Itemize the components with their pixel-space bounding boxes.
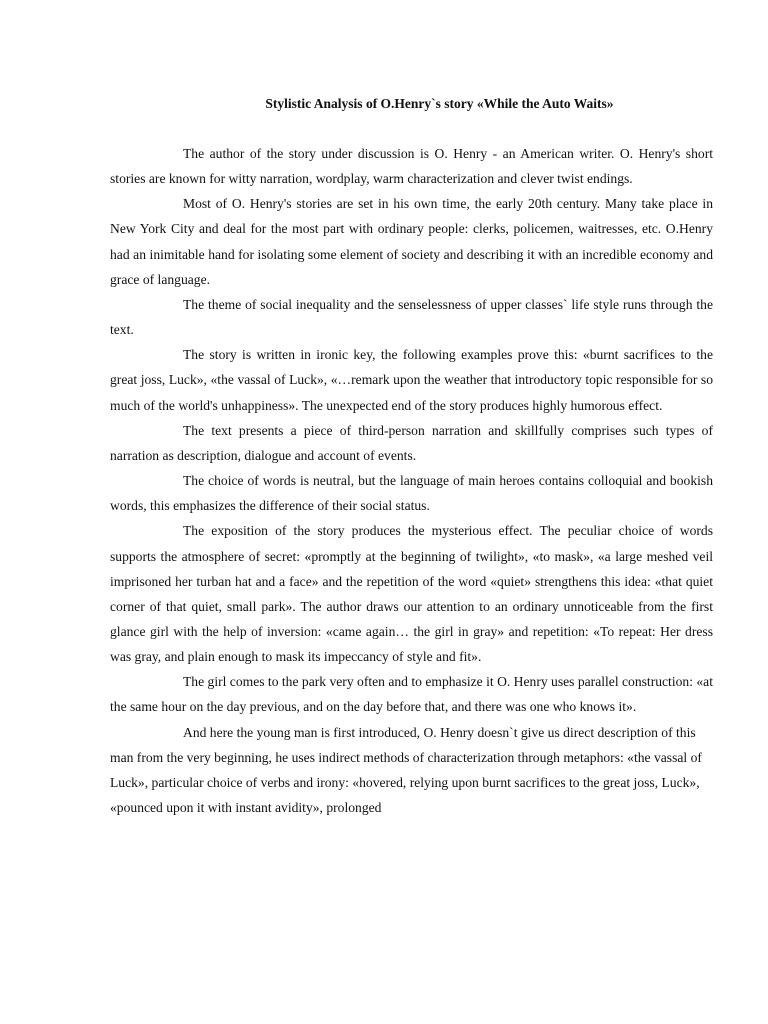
- paragraph: The exposition of the story produces the mysterious effect. The peculiar choice of words supports the atmosphere of secret: «promptly at the beginning of twilight», «to mask», «a large meshed veil imprisoned her turban hat and a face» and the repetition of the word «quiet» strengthens this idea: «that quiet corner of that quiet, small park». The author draws our attention to an ordinary unnoticeable from the first glance girl with the help of inversion: «came again… the girl in gray» and repetition: «To repeat: Her dress was gray, and plain enough to mask its impeccancy of style and fit».: [110, 523, 713, 665]
- document-page: [110, 94, 713, 820]
- paragraph: The story is written in ironic key, the following examples prove this: «burnt sacrifices to the great joss, Luck», «the vassal of Luck», «…remark upon the weather that introductory topic responsible for so much of the world's unhappiness». The unexpected end of the story produces highly humorous effect.: [110, 347, 713, 413]
- paragraph: The girl comes to the park very often and to emphasize it O. Henry uses parallel construction: «at the same hour on the day previous, and on the day before that, and there was one who knows it».: [110, 674, 713, 715]
- paragraph: The text presents a piece of third-person narration and skillfully comprises such types of narration as description, dialogue and account of events.: [110, 422, 713, 463]
- paragraph: The choice of words is neutral, but the language of main heroes contains colloquial and bookish words, this emphasizes the difference of their social status.: [110, 473, 713, 514]
- paragraph: Most of O. Henry's stories are set in his own time, the early 20th century. Many take place in New York City and deal for the most part with ordinary people: clerks, policemen, waitresses, etc. O.Henry had an inimitable hand for isolating some element of society and describing it with an incredible economy and grace of language.: [110, 196, 713, 287]
- document-title: Stylistic Analysis of O.Henry`s story «While the Auto Waits»: [265, 96, 614, 111]
- paragraph: And here the young man is first introduced, O. Henry doesn`t give us direct description of this man from the very beginning, he uses indirect methods of characterization through metaphors: «the vassal of Luck», particular choice of verbs and irony: «hovered, relying upon burnt sacrifices to the great joss, Luck», «pounced upon it with instant avidity», prolonged: [110, 724, 702, 816]
- paragraph: The theme of social inequality and the senselessness of upper classes` life style runs through the text.: [110, 296, 713, 338]
- paragraph: The author of the story under discussion is O. Henry - an American writer. O. Henry's short stories are known for witty narration, wordplay, warm characterization and clever twist endings.: [110, 146, 713, 187]
